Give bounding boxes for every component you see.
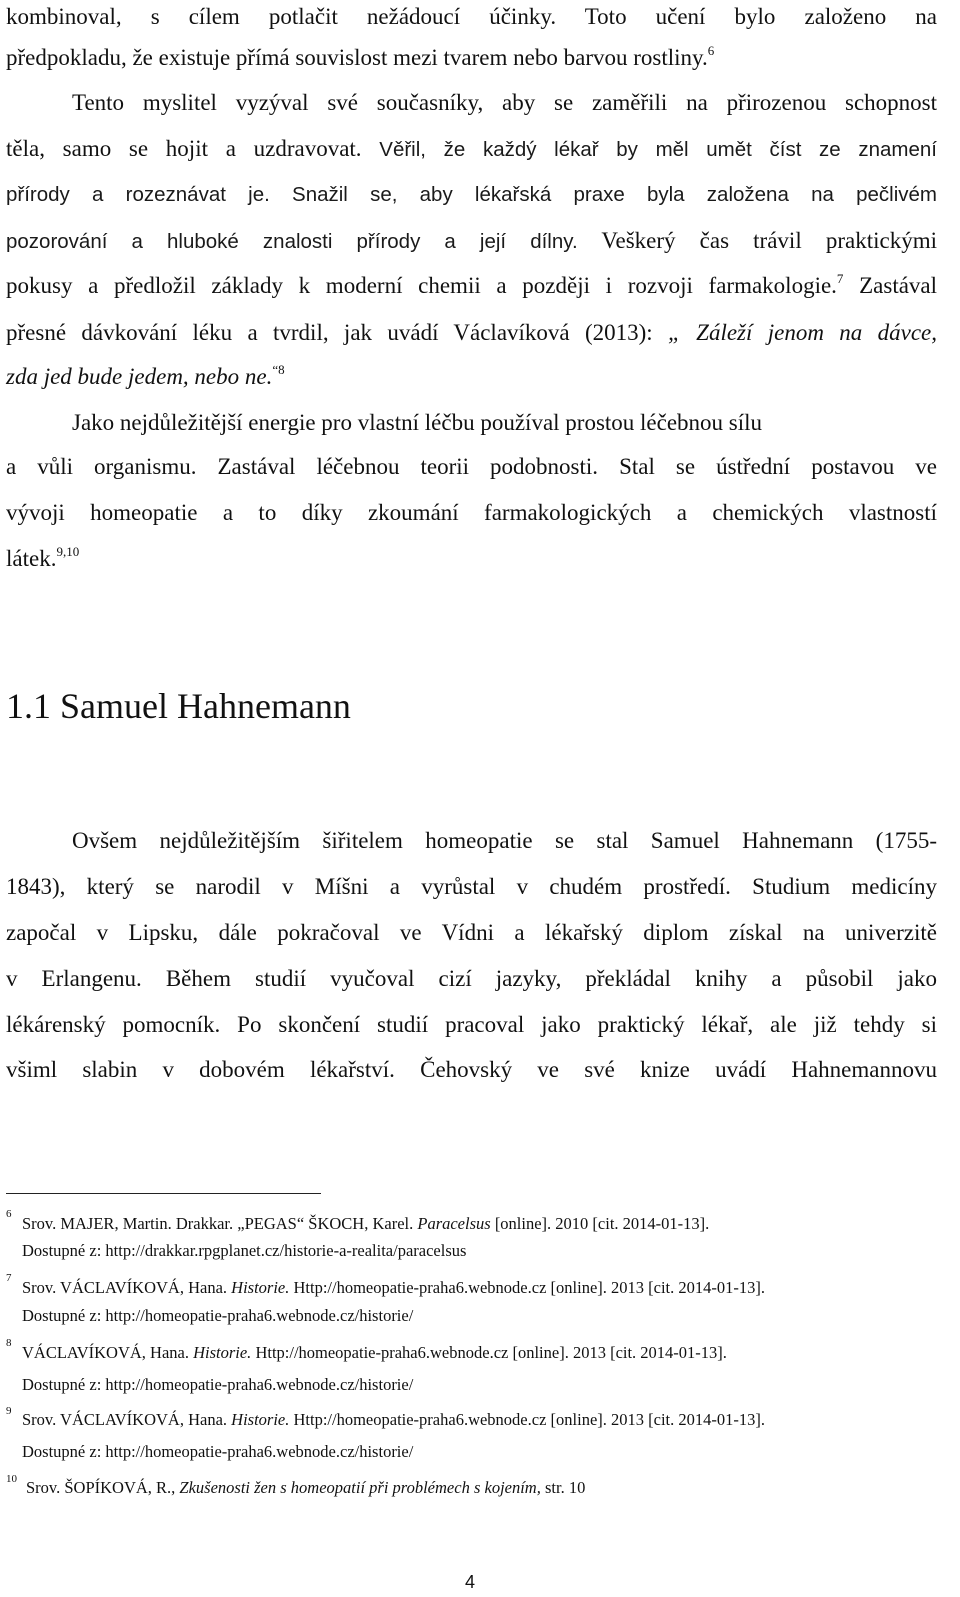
footnote-7-line-2: Dostupné z: http://homeopatie-praha6.webnode.cz/historie/	[22, 1306, 414, 1325]
footnote-number: 8	[6, 1337, 12, 1349]
paragraph-1-line-5: přírody a rozeznávat je. Snažil se, aby lékařská praxe byla založena na pečlivém	[6, 183, 937, 206]
paragraph-2-line-1: Jako nejdůležitější energie pro vlastní léčbu používal prostou léčebnou sílu	[72, 410, 763, 435]
page-number: 4	[465, 1572, 476, 1592]
footnote-6-line-1: Srov. MAJER, Martin. Drakkar. „PEGAS“ ŠKOCH, Karel. Paracelsus [online]. 2010 [cit. 2014-01-13].	[22, 1214, 710, 1233]
footnote-number: 10	[6, 1473, 17, 1485]
paragraph-1-line-7: pokusy a předložil základy k moderní chemii a později i rozvoji farmakologie.$^7$ Zastával	[6, 271, 938, 298]
footnote-8-line-1: VÁCLAVÍKOVÁ, Hana. Historie. Http://homeopatie-praha6.webnode.cz [online]. 2013 [cit. 2014-01-13].	[22, 1343, 727, 1362]
footnote-7-line-1: Srov. VÁCLAVÍKOVÁ, Hana. Historie. Http://homeopatie-praha6.webnode.cz [online]. 2013 [cit. 2014-01-13].	[22, 1278, 765, 1297]
section-heading: 1.1 Samuel Hahnemann	[6, 686, 351, 726]
footnote-ref-9-10: 9,10	[56, 544, 80, 559]
footnote-number: 9	[6, 1405, 12, 1417]
paragraph-3-line-1: Ovšem nejdůležitějším šiřitelem homeopatie se stal Samuel Hahnemann (1755-	[72, 828, 937, 853]
paragraph-1-line-6: pozorování a hluboké znalosti přírody a její dílny. Veškerý čas trávil praktickými	[6, 228, 937, 253]
footnote-8-line-2: Dostupné z: http://homeopatie-praha6.webnode.cz/historie/	[22, 1375, 414, 1394]
footnote-ref-8: “8	[272, 362, 285, 377]
paragraph-3-line-3: započal v Lipsku, dále pokračoval ve Vídni a lékařský diplom získal na univerzitě	[6, 920, 937, 945]
paragraph-2-line-2: a vůli organismu. Zastával léčebnou teorii podobnosti. Stal se ústřední postavou ve	[6, 454, 937, 479]
footnote-number: 7	[6, 1272, 12, 1284]
footnote-9-line-2: Dostupné z: http://homeopatie-praha6.webnode.cz/historie/	[22, 1442, 414, 1461]
paragraph-1-line-1: kombinoval, s cílem potlačit nežádoucí účinky. Toto učení bylo založeno na	[6, 4, 937, 29]
footnote-ref-7: 7	[836, 271, 844, 286]
paragraph-3-line-2: 1843), který se narodil v Míšni a vyrůstal v chudém prostředí. Studium medicíny	[6, 874, 937, 899]
paragraph-2-line-3: vývoji homeopatie a to díky zkoumání farmakologických a chemických vlastností	[6, 500, 937, 525]
footnote-separator	[6, 1193, 321, 1194]
paragraph-1-line-2: předpokladu, že existuje přímá souvislost mezi tvarem nebo barvou rostliny.$^6$	[6, 43, 715, 70]
footnote-10-line-1: Srov. ŠOPÍKOVÁ, R., Zkušenosti žen s homeopatií při problémech s kojením, str. 10	[26, 1478, 586, 1497]
paragraph-3-line-5: lékárenský pomocník. Po skončení studií pracoval jako praktický lékař, ale již tehdy si	[6, 1012, 937, 1037]
paragraph-1-line-4: těla, samo se hojit a uzdravovat. Věřil, že každý lékař by měl umět číst ze znamení	[6, 136, 937, 161]
paragraph-1-line-9: zda jed bude jedem, nebo ne.$^{“8}$	[6, 362, 285, 389]
paragraph-2-line-4: látek.$^{9,10}$	[6, 544, 80, 571]
paragraph-3-line-4: v Erlangenu. Během studií vyučoval cizí jazyky, překládal knihy a působil jako	[6, 966, 937, 991]
footnote-9-line-1: Srov. VÁCLAVÍKOVÁ, Hana. Historie. Http://homeopatie-praha6.webnode.cz [online]. 2013 [cit. 2014-01-13].	[22, 1410, 765, 1429]
paragraph-1-line-8: přesné dávkování léku a tvrdil, jak uvádí Václavíková (2013): „ Záleží jenom na dávce,	[6, 320, 938, 345]
paragraph-3-line-6: všiml slabin v dobovém lékařství. Čehovský ve své knize uvádí Hahnemannovu	[6, 1057, 937, 1082]
footnote-ref-6: 6	[707, 43, 715, 58]
footnote-number: 6	[6, 1208, 12, 1220]
footnote-6-line-2: Dostupné z: http://drakkar.rpgplanet.cz/historie-a-realita/paracelsus	[22, 1241, 467, 1260]
paragraph-1-line-3: Tento myslitel vyzýval své současníky, aby se zaměřili na přirozenou schopnost	[72, 90, 937, 115]
